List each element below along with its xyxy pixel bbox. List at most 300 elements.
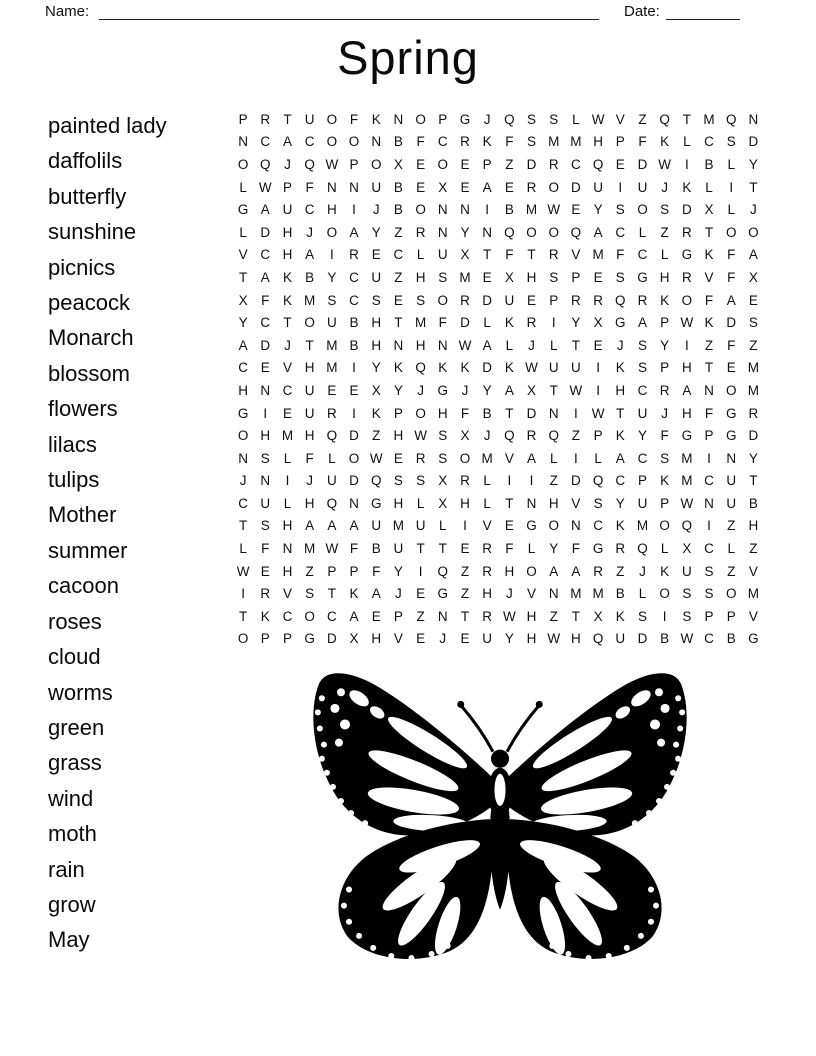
grid-letter: K xyxy=(615,360,625,376)
word-list-item: roses xyxy=(48,608,102,634)
grid-letter: Q xyxy=(260,156,271,172)
grid-letter: O xyxy=(348,450,360,466)
grid-letter: W xyxy=(658,156,672,172)
grid-letter: V xyxy=(571,247,581,263)
grid-letter: D xyxy=(326,631,337,647)
grid-letter: V xyxy=(282,360,292,376)
grid-letter: Y xyxy=(748,450,758,466)
grid-letter: F xyxy=(571,541,581,557)
grid-letter: W xyxy=(236,563,250,579)
grid-letter: H xyxy=(326,202,337,218)
grid-letter: A xyxy=(637,315,647,331)
grid-letter: L xyxy=(239,541,247,557)
grid-letter: H xyxy=(282,247,293,263)
grid-letter: H xyxy=(526,269,537,285)
grid-letter: D xyxy=(482,292,493,308)
grid-letter: L xyxy=(660,541,669,557)
grid-letter: Q xyxy=(637,541,648,557)
grid-letter: D xyxy=(349,428,359,444)
grid-letter: L xyxy=(505,337,514,353)
grid-letter: R xyxy=(482,608,493,624)
grid-letter: D xyxy=(460,315,470,331)
grid-letter: K xyxy=(660,563,670,579)
grid-letter: T xyxy=(438,541,447,557)
grid-letter: R xyxy=(748,405,759,421)
grid-letter: O xyxy=(725,586,737,602)
grid-letter: Z xyxy=(638,111,647,127)
grid-letter: A xyxy=(615,450,625,466)
grid-letter: L xyxy=(483,473,491,489)
grid-letter: L xyxy=(328,450,336,466)
grid-letter: W xyxy=(414,428,427,444)
grid-letter: M xyxy=(548,134,560,150)
grid-letter: S xyxy=(748,315,758,331)
grid-letter: R xyxy=(526,179,537,195)
grid-letter: H xyxy=(748,518,759,534)
grid-letter: W xyxy=(547,202,561,218)
grid-letter: C xyxy=(349,269,359,285)
grid-letter: Q xyxy=(504,428,515,444)
grid-letter: Y xyxy=(660,337,670,353)
grid-letter: D xyxy=(260,337,271,353)
grid-letter: U xyxy=(326,315,337,331)
grid-letter: E xyxy=(416,156,426,172)
grid-letter: M xyxy=(592,586,604,602)
grid-letter: S xyxy=(637,608,647,624)
grid-letter: A xyxy=(482,179,492,195)
grid-letter: P xyxy=(282,179,292,195)
grid-letter: B xyxy=(393,134,403,150)
grid-letter: F xyxy=(727,247,736,263)
grid-letter: K xyxy=(682,179,692,195)
grid-letter: N xyxy=(260,382,271,398)
grid-letter: E xyxy=(393,292,403,308)
grid-letter: B xyxy=(660,631,670,647)
grid-letter: I xyxy=(263,405,268,421)
word-list-item: cacoon xyxy=(48,573,119,599)
grid-letter: P xyxy=(615,134,625,150)
grid-letter: S xyxy=(615,202,625,218)
grid-letter: O xyxy=(725,382,737,398)
grid-letter: P xyxy=(593,428,603,444)
grid-letter: M xyxy=(304,292,316,308)
grid-letter: F xyxy=(460,405,470,421)
grid-letter: Y xyxy=(371,224,381,240)
grid-letter: R xyxy=(460,473,470,489)
grid-letter: F xyxy=(505,134,514,150)
grid-letter: M xyxy=(570,586,582,602)
word-list-item: sunshine xyxy=(48,219,137,245)
grid-letter: K xyxy=(371,111,381,127)
grid-letter: I xyxy=(618,179,623,195)
grid-letter: O xyxy=(437,156,449,172)
grid-letter: C xyxy=(238,360,248,376)
grid-letter: J xyxy=(239,473,247,489)
grid-letter: M xyxy=(747,360,760,376)
grid-letter: O xyxy=(326,134,338,150)
grid-letter: R xyxy=(659,382,670,398)
grid-letter: H xyxy=(304,495,315,511)
grid-letter: Q xyxy=(659,111,670,127)
grid-letter: P xyxy=(393,405,403,421)
grid-letter: J xyxy=(439,631,447,647)
grid-letter: T xyxy=(682,111,691,127)
grid-letter: E xyxy=(260,360,270,376)
grid-letter: E xyxy=(282,405,292,421)
grid-letter: O xyxy=(304,608,315,624)
grid-letter: M xyxy=(703,111,715,127)
grid-letter: D xyxy=(571,179,581,195)
grid-letter: T xyxy=(238,608,248,624)
word-list xyxy=(48,108,167,958)
grid-letter: P xyxy=(726,608,736,624)
grid-letter: T xyxy=(549,382,558,398)
grid-letter: W xyxy=(325,541,339,557)
grid-letter: Z xyxy=(460,586,470,602)
grid-letter: T xyxy=(704,360,714,376)
grid-letter: H xyxy=(504,563,515,579)
grid-letter: P xyxy=(704,608,714,624)
grid-letter: F xyxy=(416,134,425,150)
grid-letter: M xyxy=(636,518,649,534)
grid-letter: Q xyxy=(592,631,604,647)
grid-letter: P xyxy=(660,495,670,511)
grid-letter: O xyxy=(437,292,449,308)
grid-letter: H xyxy=(681,405,692,421)
grid-letter: A xyxy=(260,202,270,218)
grid-letter: O xyxy=(681,292,693,308)
grid-letter: O xyxy=(548,179,559,195)
grid-letter: E xyxy=(460,541,470,557)
grid-letter: N xyxy=(482,224,493,240)
grid-letter: I xyxy=(507,473,512,489)
grid-letter: O xyxy=(304,315,315,331)
grid-letter: H xyxy=(460,495,470,511)
grid-letter: F xyxy=(616,247,625,263)
grid-letter: R xyxy=(593,292,603,308)
grid-letter: Y xyxy=(593,202,603,218)
word-list-item: grow xyxy=(48,891,96,917)
grid-letter: S xyxy=(260,450,270,466)
grid-letter: D xyxy=(637,156,648,172)
grid-letter: Q xyxy=(504,224,515,240)
grid-letter: S xyxy=(416,292,426,308)
grid-letter: H xyxy=(437,405,448,421)
grid-letter: M xyxy=(592,247,604,263)
grid-letter: Y xyxy=(504,631,514,647)
grid-letter: A xyxy=(238,337,248,353)
word-list-item: moth xyxy=(48,821,97,847)
grid-letter: T xyxy=(283,315,292,331)
grid-letter: C xyxy=(615,224,626,240)
word-list-item: Monarch xyxy=(48,325,134,351)
grid-letter: N xyxy=(437,608,448,624)
grid-letter: G xyxy=(370,495,382,511)
grid-letter: H xyxy=(371,337,382,353)
grid-letter: E xyxy=(726,360,736,376)
grid-letter: Q xyxy=(370,473,382,489)
grid-letter: T xyxy=(704,224,714,240)
grid-letter: V xyxy=(748,608,758,624)
grid-letter: H xyxy=(304,360,315,376)
grid-letter: L xyxy=(416,247,425,263)
grid-letter: H xyxy=(304,428,315,444)
grid-letter: U xyxy=(282,202,293,218)
grid-letter: C xyxy=(349,292,359,308)
grid-letter: U xyxy=(415,518,426,534)
word-list-item: butterfly xyxy=(48,183,127,209)
grid-letter: P xyxy=(637,473,647,489)
grid-letter: B xyxy=(305,269,315,285)
page-title: Spring xyxy=(337,31,479,84)
grid-letter: N xyxy=(437,224,448,240)
grid-letter: C xyxy=(260,247,271,263)
grid-letter: Q xyxy=(304,156,315,172)
grid-letter: F xyxy=(727,337,736,353)
grid-letter: X xyxy=(704,202,714,218)
grid-letter: A xyxy=(527,450,537,466)
grid-letter: K xyxy=(660,473,670,489)
grid-letter: H xyxy=(548,495,559,511)
grid-letter: N xyxy=(437,337,448,353)
grid-letter: B xyxy=(393,179,403,195)
grid-letter: D xyxy=(349,473,359,489)
grid-letter: J xyxy=(639,563,646,579)
grid-letter: E xyxy=(593,269,603,285)
grid-letter: A xyxy=(327,518,337,534)
grid-letter: L xyxy=(239,224,247,240)
grid-letter: H xyxy=(393,495,404,511)
grid-letter: S xyxy=(438,428,448,444)
grid-letter: Z xyxy=(549,608,558,624)
grid-letter: E xyxy=(593,337,603,353)
grid-letter: C xyxy=(704,541,714,557)
grid-letter: Q xyxy=(504,111,515,127)
grid-letter: U xyxy=(571,360,581,376)
grid-letter: R xyxy=(681,269,692,285)
grid-letter: P xyxy=(704,428,714,444)
grid-letter: A xyxy=(349,518,359,534)
grid-letter: B xyxy=(615,586,625,602)
grid-letter: O xyxy=(348,134,360,150)
grid-letter: H xyxy=(282,518,293,534)
grid-letter: C xyxy=(571,156,581,172)
grid-letter: N xyxy=(238,134,248,150)
grid-letter: H xyxy=(393,428,404,444)
grid-letter: T xyxy=(616,405,625,421)
grid-letter: M xyxy=(525,202,538,218)
word-list-item: Mother xyxy=(48,502,117,528)
grid-letter: U xyxy=(482,631,493,647)
grid-letter: J xyxy=(461,382,469,398)
grid-letter: R xyxy=(681,224,692,240)
word-list-item: worms xyxy=(48,679,113,705)
grid-letter: L xyxy=(527,541,536,557)
grid-letter: K xyxy=(704,247,714,263)
grid-letter: U xyxy=(637,405,648,421)
word-list-item: tulips xyxy=(48,467,100,493)
name-label: Name: xyxy=(45,3,90,20)
grid-letter: D xyxy=(726,315,737,331)
grid-letter: W xyxy=(325,156,339,172)
grid-letter: A xyxy=(371,586,381,602)
grid-letter: Z xyxy=(505,156,514,172)
grid-letter: J xyxy=(750,202,757,218)
grid-letter: U xyxy=(304,111,315,127)
grid-letter: Q xyxy=(570,224,582,240)
grid-letter: K xyxy=(371,405,381,421)
grid-letter: O xyxy=(748,224,759,240)
grid-letter: H xyxy=(282,563,293,579)
grid-letter: S xyxy=(549,111,559,127)
grid-letter: U xyxy=(326,473,337,489)
grid-letter: K xyxy=(482,134,492,150)
grid-letter: O xyxy=(415,202,426,218)
grid-letter: T xyxy=(527,247,536,263)
word-list-item: peacock xyxy=(48,290,130,316)
word-list-item: rain xyxy=(48,856,85,882)
grid-letter: O xyxy=(637,202,648,218)
grid-letter: G xyxy=(725,405,737,421)
grid-letter: Z xyxy=(416,608,425,624)
grid-letter: S xyxy=(593,495,603,511)
grid-letter: V xyxy=(393,631,403,647)
grid-letter: R xyxy=(460,292,470,308)
grid-letter: G xyxy=(237,202,249,218)
grid-letter: U xyxy=(371,518,382,534)
grid-letter: S xyxy=(704,563,714,579)
grid-letter: I xyxy=(596,382,600,398)
grid-letter: D xyxy=(482,360,493,376)
grid-letter: A xyxy=(349,224,359,240)
grid-letter: J xyxy=(505,586,513,602)
grid-letter: J xyxy=(661,179,669,195)
grid-letter: Z xyxy=(571,428,581,444)
grid-letter: E xyxy=(260,563,270,579)
grid-letter: Z xyxy=(460,563,470,579)
grid-letter: C xyxy=(637,450,648,466)
grid-letter: R xyxy=(526,428,537,444)
grid-letter: G xyxy=(681,247,693,263)
grid-letter: B xyxy=(704,156,714,172)
grid-letter: N xyxy=(726,450,737,466)
grid-letter: L xyxy=(727,202,735,218)
grid-letter: H xyxy=(593,134,603,150)
grid-letter: F xyxy=(505,247,514,263)
grid-letter: O xyxy=(326,111,338,127)
grid-letter: L xyxy=(727,156,735,172)
grid-letter: K xyxy=(660,292,670,308)
grid-letter: P xyxy=(327,563,337,579)
grid-letter: E xyxy=(615,156,625,172)
grid-letter: N xyxy=(326,179,337,195)
grid-letter: E xyxy=(327,382,337,398)
grid-letter: L xyxy=(239,179,247,195)
grid-letter: R xyxy=(260,111,271,127)
grid-letter: I xyxy=(729,179,734,195)
grid-letter: X xyxy=(593,315,603,331)
grid-letter: U xyxy=(371,179,382,195)
grid-letter: O xyxy=(415,405,426,421)
grid-letter: T xyxy=(483,247,492,263)
grid-letter: S xyxy=(637,337,647,353)
grid-letter: S xyxy=(527,134,537,150)
grid-letter: Y xyxy=(748,156,758,172)
grid-letter: Z xyxy=(704,337,714,353)
grid-letter: T xyxy=(505,495,514,511)
grid-letter: J xyxy=(306,224,314,240)
grid-letter: A xyxy=(682,382,692,398)
grid-letter: F xyxy=(704,292,714,308)
grid-letter: E xyxy=(416,179,426,195)
grid-letter: E xyxy=(482,269,492,285)
grid-letter: D xyxy=(260,224,271,240)
grid-letter: X xyxy=(593,608,603,624)
word-list-item: lilacs xyxy=(48,431,97,457)
grid-letter: N xyxy=(548,405,559,421)
name-blank-line xyxy=(99,19,599,20)
grid-letter: T xyxy=(571,608,581,624)
grid-letter: C xyxy=(637,382,648,398)
grid-letter: K xyxy=(282,292,292,308)
grid-letter: C xyxy=(260,315,271,331)
grid-letter: T xyxy=(283,111,292,127)
grid-letter: I xyxy=(418,563,423,579)
grid-letter: R xyxy=(415,224,426,240)
grid-letter: K xyxy=(349,586,359,602)
grid-letter: G xyxy=(459,111,471,127)
grid-letter: H xyxy=(571,631,581,647)
grid-letter: K xyxy=(704,315,714,331)
grid-letter: U xyxy=(637,495,648,511)
grid-letter: E xyxy=(504,518,514,534)
grid-letter: O xyxy=(659,518,670,534)
grid-letter: W xyxy=(591,405,605,421)
grid-letter: E xyxy=(416,631,426,647)
grid-letter: I xyxy=(707,450,711,466)
grid-letter: J xyxy=(528,337,535,353)
grid-letter: U xyxy=(681,563,692,579)
grid-letter: J xyxy=(483,111,491,127)
grid-letter: W xyxy=(525,360,538,376)
grid-letter: R xyxy=(349,247,359,263)
grid-letter: I xyxy=(485,202,490,218)
grid-letter: W xyxy=(680,315,694,331)
grid-letter: L xyxy=(283,450,292,466)
grid-letter: F xyxy=(349,111,359,127)
grid-letter: L xyxy=(439,518,447,534)
grid-letter: C xyxy=(282,382,293,398)
grid-letter: Y xyxy=(637,428,647,444)
grid-letter: J xyxy=(284,337,291,353)
grid-letter: R xyxy=(482,541,493,557)
grid-letter: T xyxy=(238,269,248,285)
grid-letter: L xyxy=(483,495,491,511)
grid-letter: Z xyxy=(727,563,736,579)
grid-letter: S xyxy=(726,134,736,150)
grid-letter: X xyxy=(438,473,448,489)
grid-letter: O xyxy=(459,450,471,466)
grid-letter: D xyxy=(526,156,537,172)
grid-letter: O xyxy=(237,631,249,647)
grid-letter: Z xyxy=(305,563,314,579)
grid-letter: U xyxy=(371,269,382,285)
word-list-item: cloud xyxy=(48,644,101,670)
grid-letter: J xyxy=(395,586,402,602)
grid-letter: W xyxy=(680,495,694,511)
grid-letter: P xyxy=(438,111,448,127)
grid-letter: R xyxy=(637,292,648,308)
